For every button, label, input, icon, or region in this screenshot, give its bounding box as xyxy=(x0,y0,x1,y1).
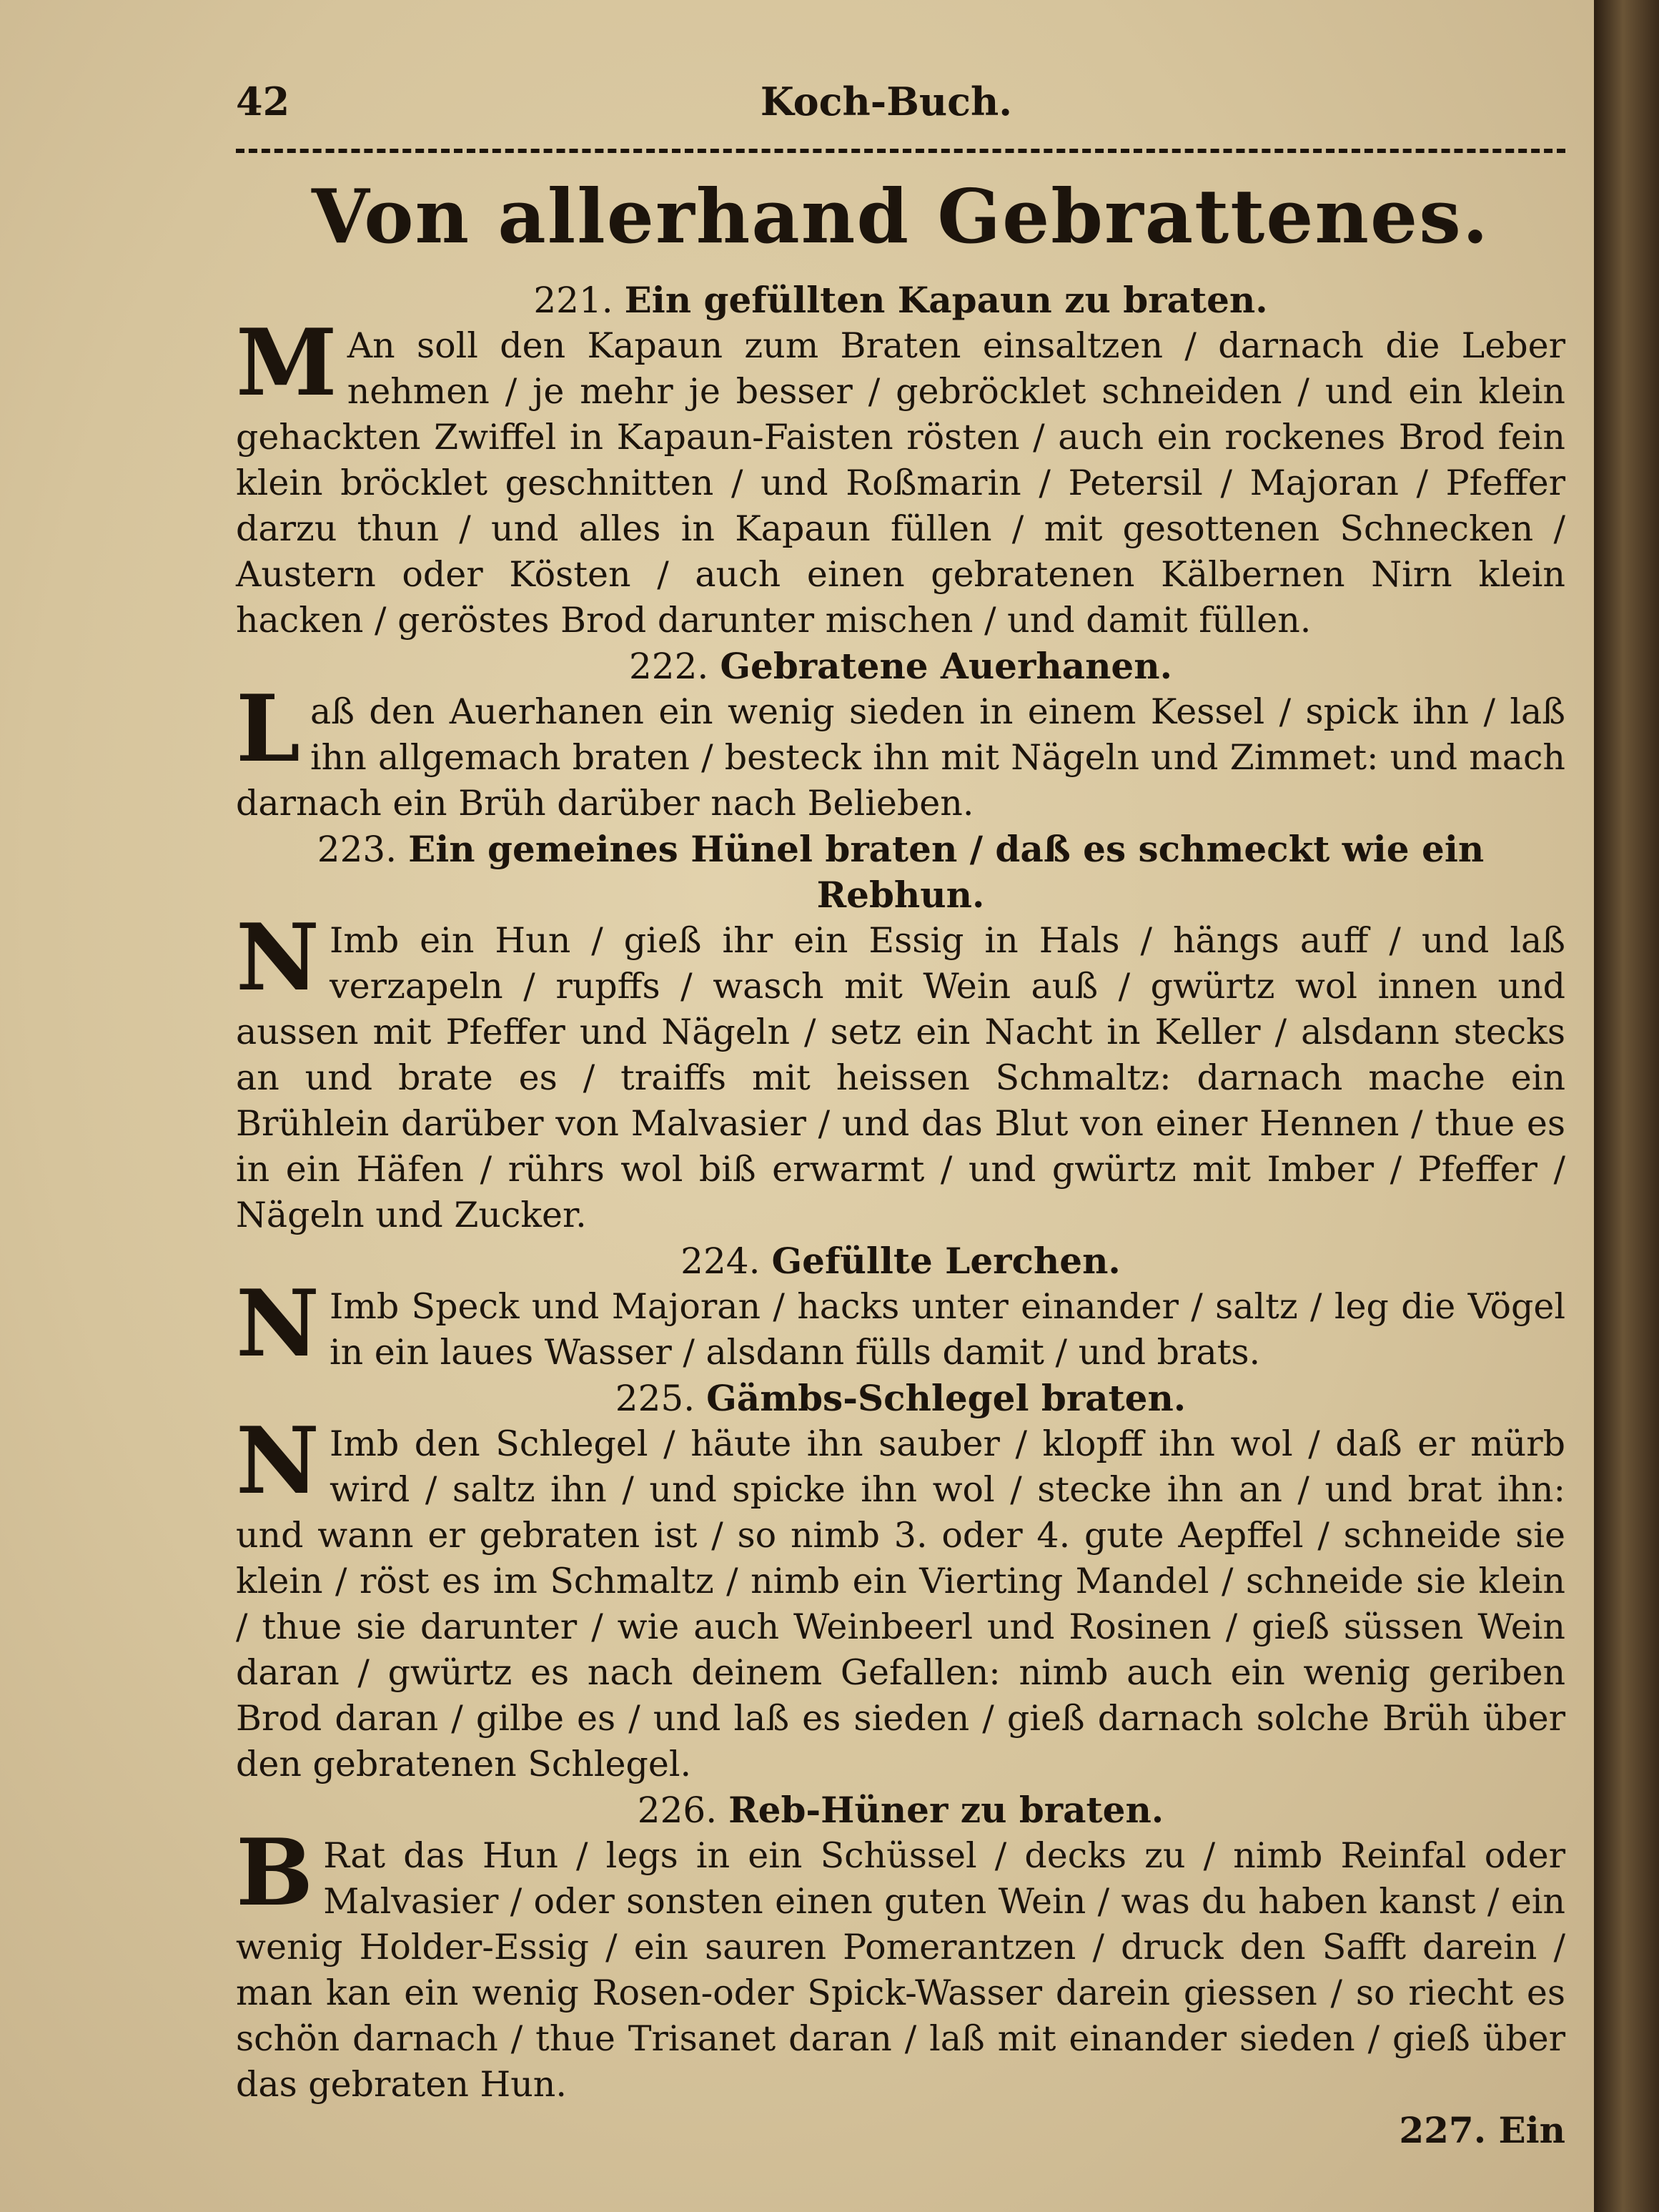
recipe-title xyxy=(236,1238,1565,1284)
recipe-text: NImb ein Hun / gieß ihr ein Essig in Hals / hängs auff / und laß verzapeln / rupffs / wasch mit Wein auß / gwürtz wol innen und aussen mit Pfeffer und Nägeln / setz ein Nacht in Keller / alsdann stecks an und brate es / traiffs mit heissen Schmaltz: darnach mache ein Brühlein darüber von Malvasier / und das Blut von einer Hennen / thue es in ein Häfen / rührs wol biß erwarmt / und gwürtz mit Imber / Pfeffer / Nägeln und Zucker. xyxy=(236,904,1565,1235)
recipe-title xyxy=(236,1787,1565,1833)
recipe-number: 221. xyxy=(533,280,613,321)
chapter-title: Von allerhand Gebrattenes. xyxy=(312,172,1490,260)
recipe-text: NImb Speck und Majoran / hacks unter einander / saltz / leg die Vögel in ein laues Wasser / alsdann fülls damit / und brats. xyxy=(236,1270,1565,1378)
recipe-text: MAn soll den Kapaun zum Braten einsaltzen / darnach die Leber nehmen / je mehr je besser / gebröcklet schneiden / und ein klein gehackten Zwiffel in Kapaun-Faisten rösten / auch ein rockenes Brod fein klein bröcklet geschnitten / und Roßmarin / Petersil / Majoran / Pfeffer darzu thun / und alles in Kapaun füllen / mit gesottenen Schnecken / Austern oder Kösten / auch einen gebratenen Kälbernen Nirn klein hacken / geröstes Brod darunter mischen / und damit füllen. xyxy=(236,310,1565,641)
recipe-number: 225. xyxy=(615,1378,695,1419)
running-head: Koch-Buch. xyxy=(760,79,1013,124)
recipe-221 xyxy=(236,277,1565,643)
header-rule xyxy=(236,149,1565,153)
recipe-224 xyxy=(236,1238,1565,1376)
recipe-222 xyxy=(236,643,1565,826)
recipe-heading: Gebratene Auerhanen. xyxy=(720,645,1172,687)
page-text xyxy=(236,79,1565,2153)
recipe-title xyxy=(236,277,1565,323)
page-number: 42 xyxy=(236,79,290,124)
book-spine-shadow xyxy=(1594,0,1659,2212)
recipe-number: 223. xyxy=(317,829,397,870)
recipe-heading: Gämbs-Schlegel braten. xyxy=(706,1377,1187,1419)
recipe-title xyxy=(236,1376,1565,1421)
recipe-223 xyxy=(236,826,1565,1238)
recipe-226 xyxy=(236,1787,1565,2108)
catchword-row xyxy=(236,2108,1565,2153)
recipe-225 xyxy=(236,1376,1565,1787)
recipe-text: BRat das Hun / legs in ein Schüssel / decks zu / nimb Reinfal oder Malvasier / oder sonsten einen guten Wein / was du haben kanst / ein wenig Holder-Essig / ein sauren Pomerantzen / druck den Safft darein / man kan ein wenig Rosen-oder Spick-Wasser darein giessen / so riecht es schön darnach / thue Trisanet daran / laß mit einander sieden / gieß über das gebraten Hun. xyxy=(236,1820,1565,2105)
recipe-text: NImb den Schlegel / häute ihn sauber / klopff ihn wol / daß er mürb wird / saltz ihn / und spicke ihn wol / stecke ihn an / und brat ihn: und wann er gebraten ist / so nimb 3. oder 4. gute Aepffel / schneide sie klein / röst es im Schmaltz / nimb ein Vierting Mandel / schneide sie klein / thue sie darunter / wie auch Weinbeerl und Rosinen / gieß süssen Wein daran / gwürtz es nach deinem Gefallen: nimb auch ein wenig geriben Brod daran / gilbe es / und laß es sieden / gieß darnach solche Brüh über den gebratenen Schlegel. xyxy=(236,1408,1565,1784)
recipe-title xyxy=(236,643,1565,689)
catchword: 227. Ein xyxy=(1399,2109,1565,2151)
recipe-heading: Reb-Hüner zu braten. xyxy=(728,1789,1164,1831)
page-header xyxy=(236,79,1565,143)
recipe-number: 226. xyxy=(637,1789,718,1831)
recipe-heading: Ein gefüllten Kapaun zu braten. xyxy=(624,279,1268,321)
recipe-heading: Ein gemeines Hünel braten / daß es schmeckt wie ein Rebhun. xyxy=(408,828,1485,916)
recipe-heading: Gefüllte Lerchen. xyxy=(771,1240,1121,1282)
recipe-title xyxy=(236,826,1565,918)
recipe-text: Laß den Auerhanen ein wenig sieden in einem Kessel / spick ihn / laß ihn allgemach braten / besteck ihn mit Nägeln und Zimmet: und mach darnach ein Brüh darüber nach Belieben. xyxy=(236,676,1565,824)
recipe-number: 224. xyxy=(680,1240,761,1282)
recipe-number: 222. xyxy=(629,646,709,687)
